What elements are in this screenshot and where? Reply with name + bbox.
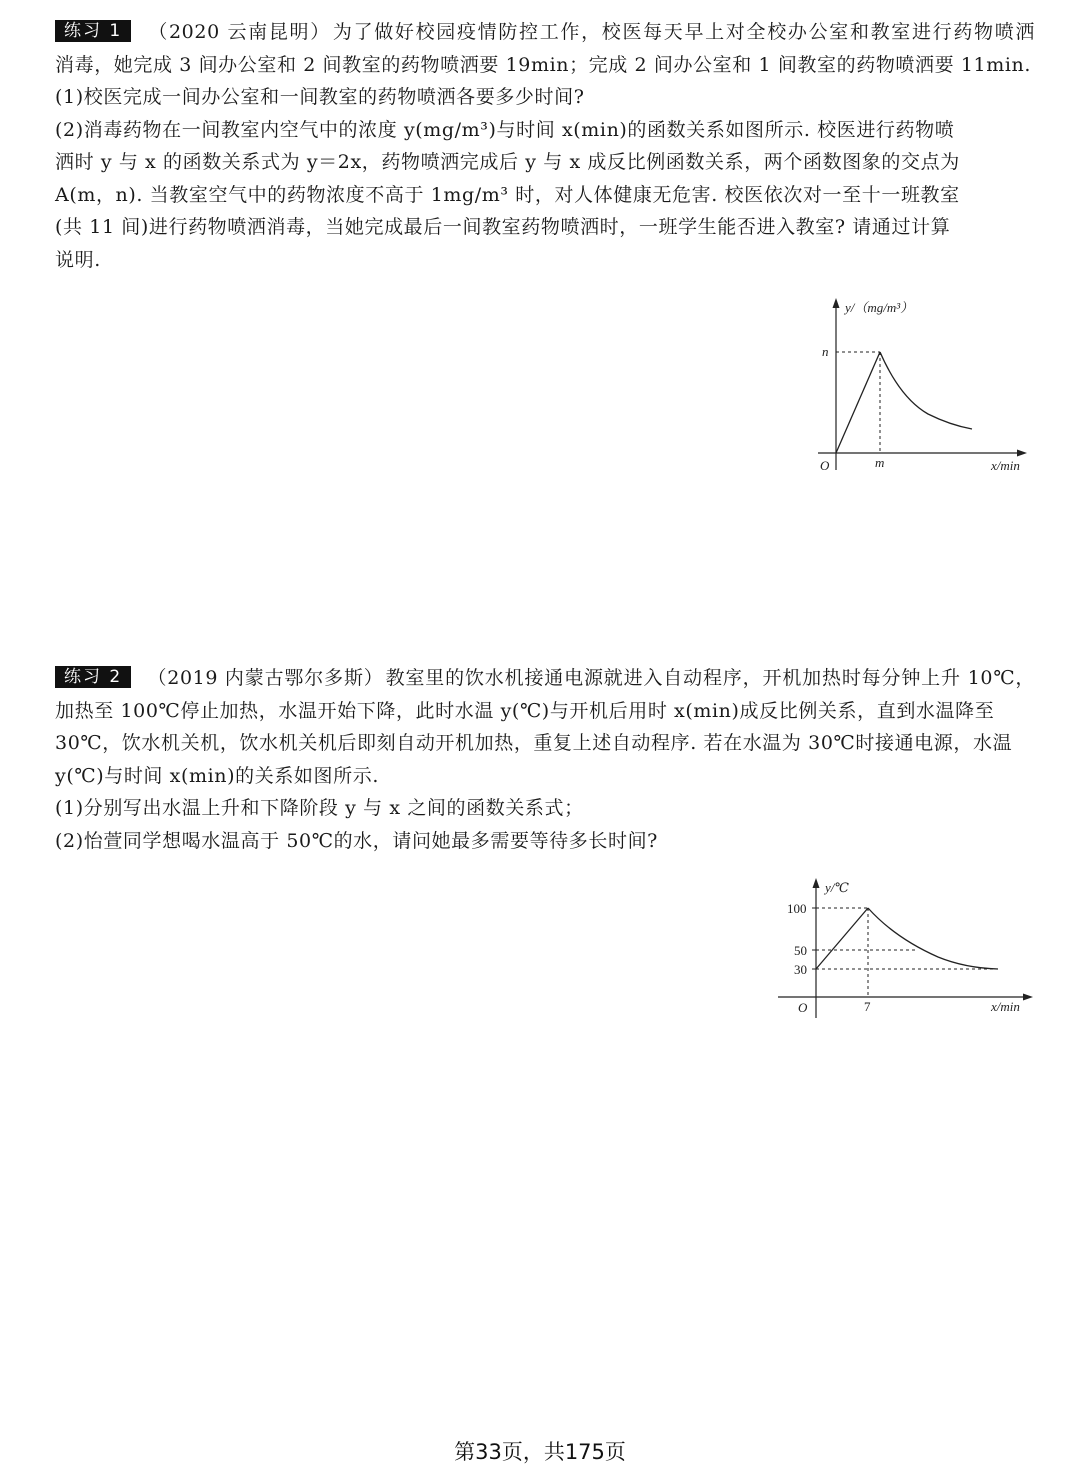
graph1-y-label: y/（mg/m³） (845, 300, 914, 315)
problem-1-question-2-line-1: (2)消毒药物在一间教室内空气中的浓度 y(mg/m³)与时间 x(min)的函数关系如图所示. 校医进行药物喷 (55, 118, 955, 141)
graph1-origin-label: O (820, 458, 830, 473)
graph2-tick-label-100: 100 (787, 901, 807, 916)
problem-2-line-1 (55, 662, 1035, 695)
problem-2-line-4: y(℃)与时间 x(min)的关系如图所示. (55, 764, 379, 787)
graph2-tick-label-50: 50 (794, 943, 807, 958)
problem-1-source: （2020 云南昆明） (147, 21, 331, 43)
problem-2-source: （2019 内蒙古鄂尔多斯） (147, 667, 384, 689)
graph1-x-label: x/min (991, 458, 1020, 473)
problem-1 (55, 16, 1035, 276)
page-number-footer: 第33页，共175页 (454, 1440, 626, 1464)
problem-2-line-2: 加热至 100℃停止加热，水温开始下降，此时水温 y(℃)与开机后用时 x(min)成反比例关系，直到水温降至 (55, 699, 995, 722)
graph2-y-arrow (813, 878, 820, 888)
problem-1-tag: 练习 1 (55, 20, 131, 42)
graph1-y-arrow (833, 298, 840, 308)
problem-2-graph (770, 872, 1040, 1022)
graph2-decay-curve (868, 908, 998, 969)
graph2-y-label: y/℃ (825, 880, 849, 895)
graph1-x-arrow (1017, 450, 1027, 457)
graph1-rise-line (836, 352, 880, 453)
graph2-x-arrow (1023, 994, 1033, 1001)
graph1-peak-y-label: n (822, 344, 829, 359)
problem-2-question-1: (1)分别写出水温上升和下降阶段 y 与 x 之间的函数关系式； (55, 797, 584, 819)
problem-1-line-1 (55, 16, 1035, 49)
graph2-origin-label: O (798, 1000, 808, 1015)
graph2-rise-line (816, 908, 868, 969)
problem-1-text-1: 为了做好校园疫情防控工作，校医每天早上对全校办公室和教室进行药物喷洒 (332, 21, 1035, 43)
graph2-tick-label-30: 30 (794, 962, 807, 977)
problem-2-line-3: 30℃，饮水机关机，饮水机关机后即刻自动开机加热，重复上述自动程序. 若在水温为 30℃时接通电源，水温 (55, 732, 1013, 754)
problem-1-question-2-line-5: 说明. (55, 248, 101, 271)
problem-2 (55, 662, 1035, 857)
graph1-decay-curve (880, 352, 972, 429)
graph2-x-label: x/min (991, 999, 1020, 1014)
problem-2-text-1: 教室里的饮水机接通电源就进入自动程序，开机加热时每分钟上升 10℃， (385, 667, 1036, 689)
problem-1-question-2-line-2: 洒时 y 与 x 的函数关系式为 y＝2x，药物喷洒完成后 y 与 x 成反比例函数关系，两个函数图象的交点为 (55, 151, 960, 173)
problem-1-line-2: 消毒，她完成 3 间办公室和 2 间教室的药物喷洒要 19min；完成 2 间办公室和 1 间教室的药物喷洒要 11min. (55, 53, 1032, 76)
problem-1-graph (800, 290, 1040, 480)
problem-1-question-2-line-3: A(m，n). 当教室空气中的药物浓度不高于 1mg/m³ 时，对人体健康无危害. 校医依次对一至十一班教室 (55, 183, 960, 206)
problem-1-question-1: (1)校医完成一间办公室和一间教室的药物喷洒各要多少时间? (55, 86, 585, 108)
graph1-peak-x-label: m (875, 455, 885, 470)
problem-2-tag: 练习 2 (55, 666, 131, 688)
problem-2-question-2: (2)怡萱同学想喝水温高于 50℃的水，请问她最多需要等待多长时间? (55, 829, 658, 852)
problem-1-question-2-line-4: (共 11 间)进行药物喷洒消毒，当她完成最后一间教室药物喷洒时，一班学生能否进入教室? 请通过计算 (55, 216, 951, 238)
graph2-tick-label-x7: 7 (864, 999, 871, 1014)
